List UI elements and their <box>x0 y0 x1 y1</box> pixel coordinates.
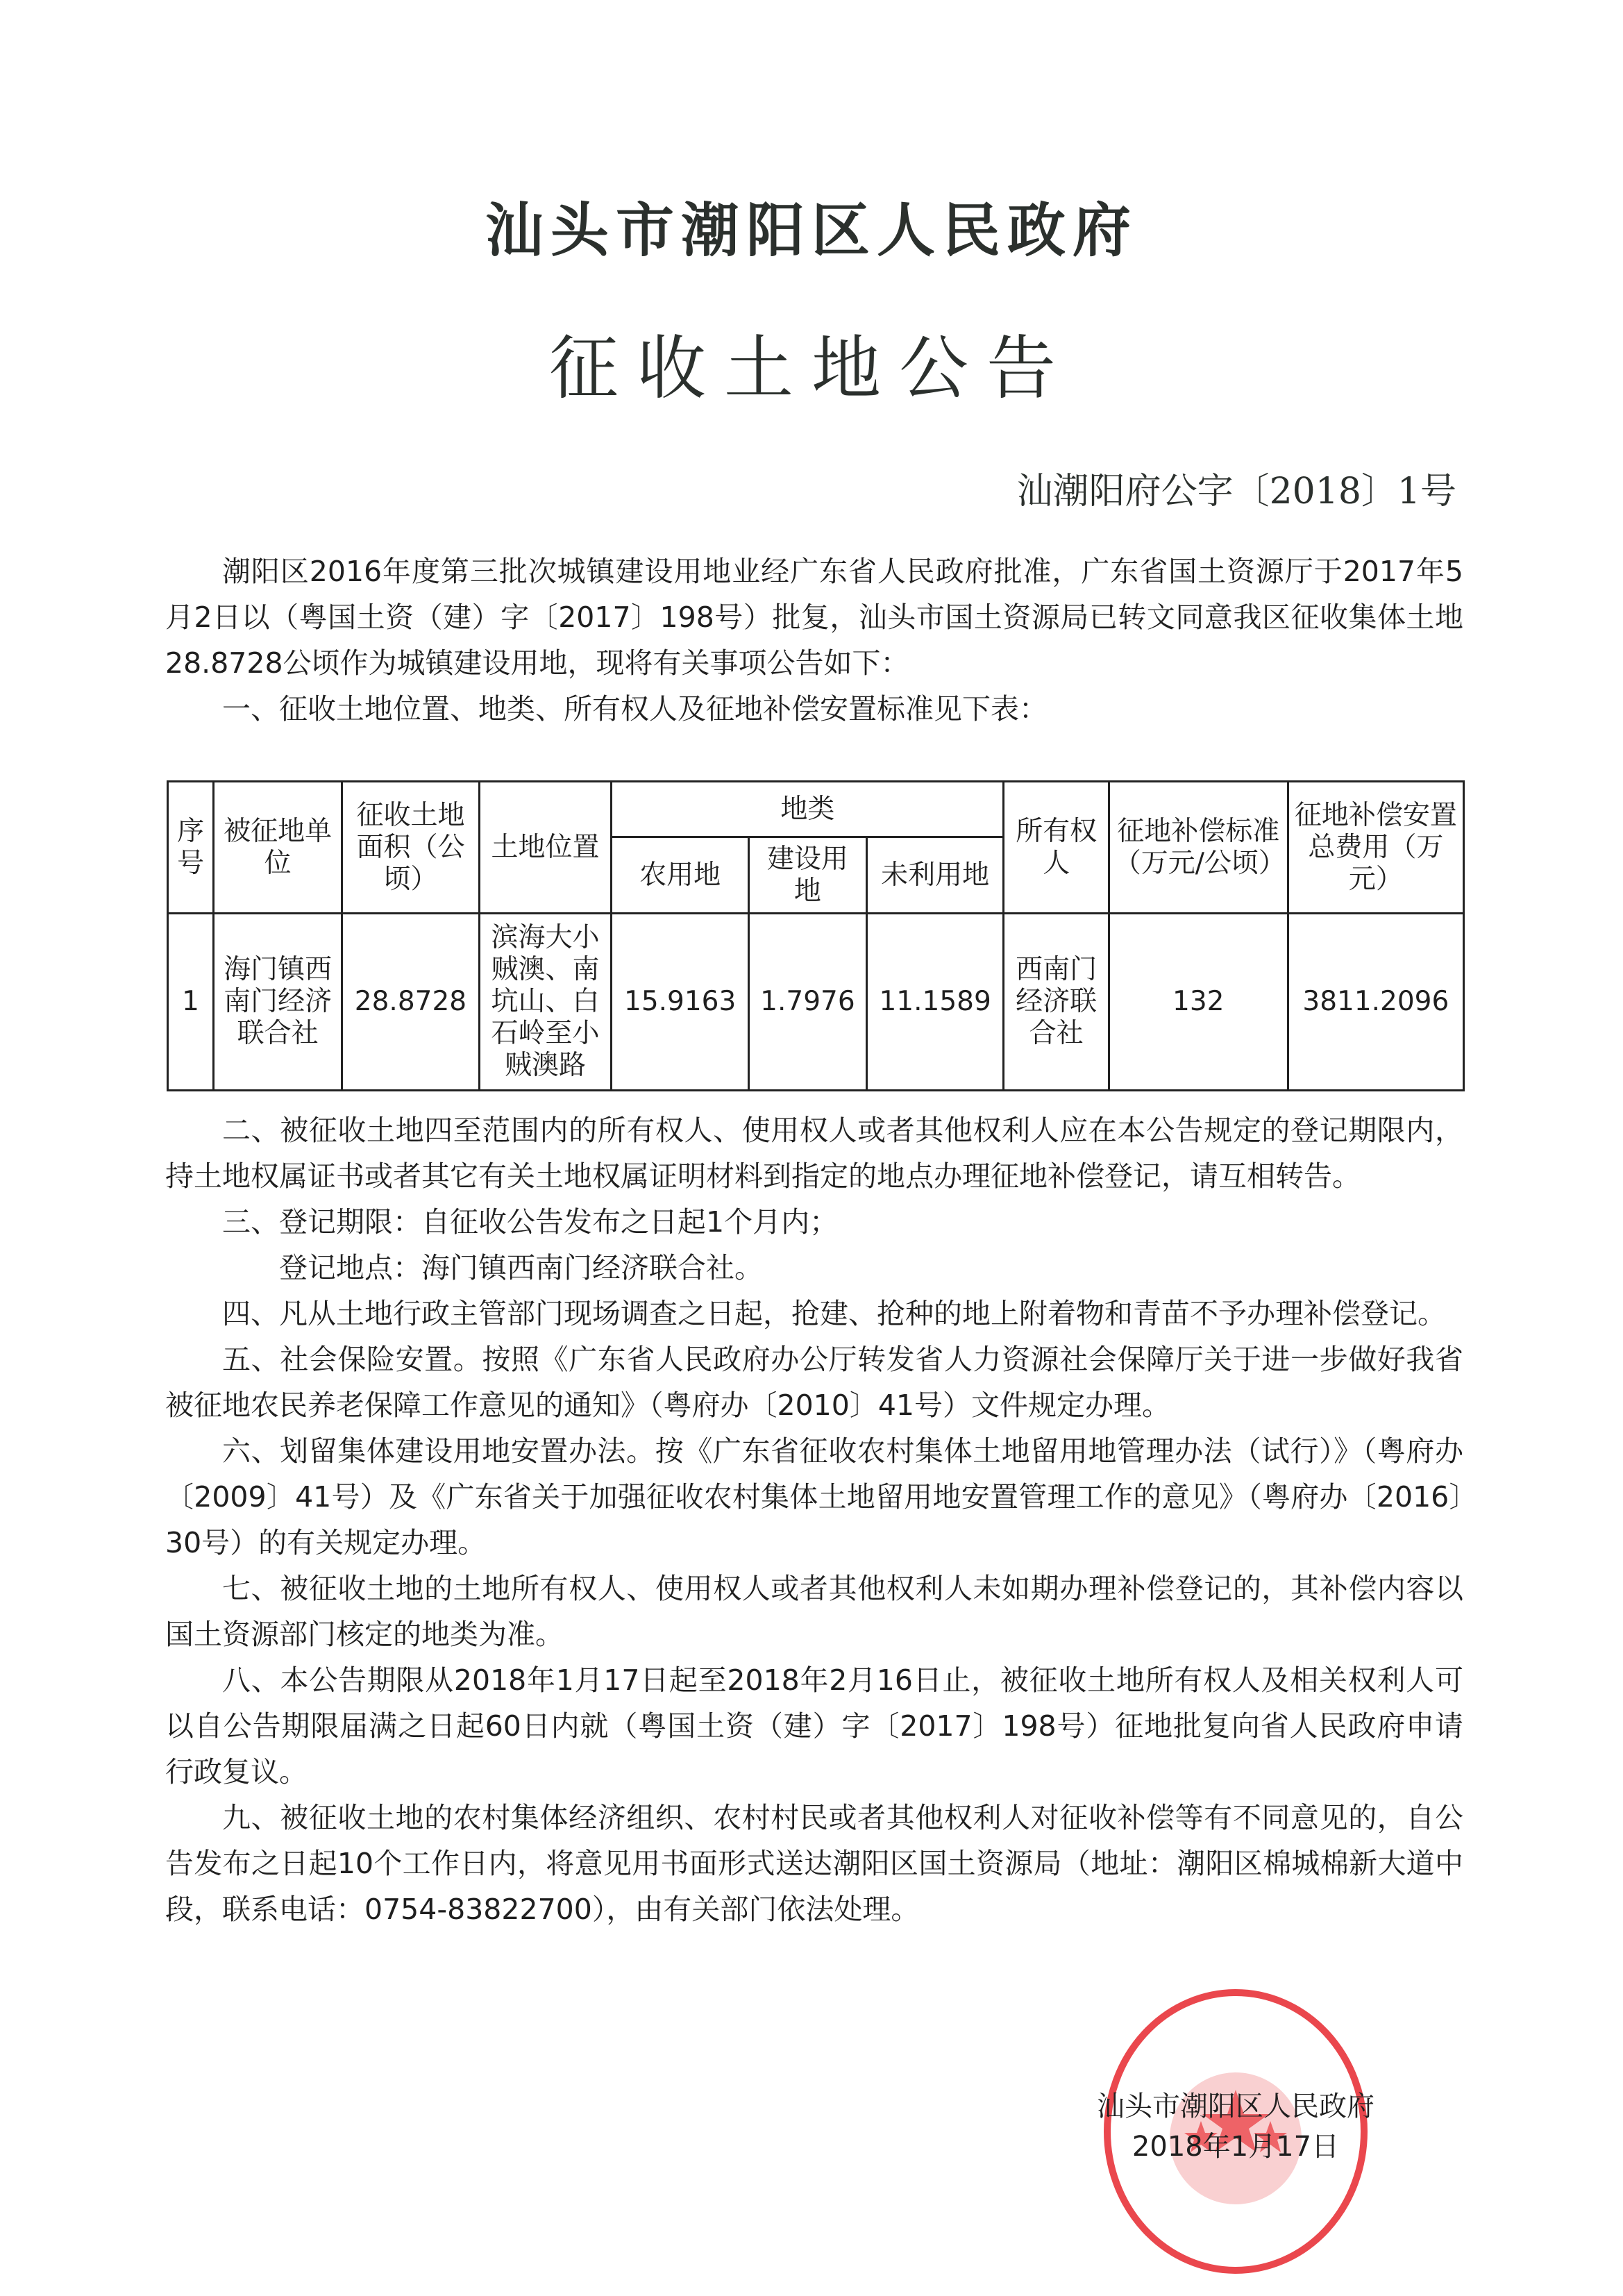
signature-block <box>1055 2086 1416 2167</box>
header-unit: 被征地单位 <box>214 782 342 914</box>
cell-location: 滨海大小贼澳、南坑山、白石岭至小贼澳路 <box>479 914 612 1091</box>
header-unused: 未利用地 <box>866 837 1004 914</box>
item-7: 七、被征收土地的土地所有权人、使用权人或者其他权利人未如期办理补偿登记的，其补偿内容以国土资源部门核定的地类为准。 <box>165 1572 1463 1651</box>
table-row <box>168 914 1464 1091</box>
cell-owner: 西南门经济联合社 <box>1004 914 1109 1091</box>
item-1: 一、征收土地位置、地类、所有权人及征地补偿安置标准见下表： <box>222 692 1048 726</box>
item-3: 三、登记期限：自征收公告发布之日起1个月内； <box>222 1205 839 1239</box>
header-area: 征收土地面积（公顷） <box>342 782 480 914</box>
signature-org: 汕头市潮阳区人民政府 <box>1097 2090 1374 2122</box>
table-header-row <box>168 782 1464 837</box>
cell-standard: 132 <box>1109 914 1288 1091</box>
cell-total: 3811.2096 <box>1288 914 1463 1091</box>
header-agri: 农用地 <box>612 837 749 914</box>
document-number: 汕潮阳府公字〔2018〕1号 <box>1016 471 1456 512</box>
intro-paragraph: 潮阳区2016年度第三批次城镇建设用地业经广东省人民政府批准，广东省国土资源厅于2017年5月2日以（粤国土资（建）字〔2017〕198号）批复，汕头市国土资源局已转文同意我区征收集体土地28.8728公顷作为城镇建设用地，现将有关事项公告如下： <box>165 555 1463 680</box>
cell-seq: 1 <box>168 914 214 1091</box>
item-4: 四、凡从土地行政主管部门现场调查之日起，抢建、抢种的地上附着物和青苗不予办理补偿登记。 <box>222 1297 1446 1330</box>
land-table <box>167 780 1465 1091</box>
signature-date: 2018年1月17日 <box>1132 2131 1340 2163</box>
issuer-title: 汕头市潮阳区人民政府 <box>485 196 1138 265</box>
item-5: 五、社会保险安置。按照《广东省人民政府办公厅转发省人力资源社会保障厅关于进一步做好我省被征地农民养老保障工作意见的通知》（粤府办〔2010〕41号）文件规定办理。 <box>165 1343 1463 1422</box>
cell-area: 28.8728 <box>342 914 480 1091</box>
header-total: 征地补偿安置总费用（万元） <box>1288 782 1463 914</box>
intro-section <box>165 548 1463 732</box>
items-section <box>165 1107 1463 1932</box>
header-standard: 征地补偿标准（万元/公顷） <box>1109 782 1288 914</box>
header-location: 土地位置 <box>479 782 612 914</box>
item-9: 九、被征收土地的农村集体经济组织、农村村民或者其他权利人对征收补偿等有不同意见的，自公告发布之日起10个工作日内，将意见用书面形式送达潮阳区国土资源局（地址：潮阳区棉城棉新大道中段，联系电话：0754-83822700），由有关部门依法处理。 <box>165 1801 1463 1926</box>
cell-unused: 11.1589 <box>866 914 1004 1091</box>
header-seq: 序号 <box>168 782 214 914</box>
item-3-location: 登记地点：海门镇西南门经济联合社。 <box>279 1251 763 1284</box>
header-land-type: 地类 <box>612 782 1004 837</box>
cell-unit: 海门镇西南门经济联合社 <box>214 914 342 1091</box>
item-8: 八、本公告期限从2018年1月17日起至2018年2月16日止，被征收土地所有权人及相关权利人可以自公告期限届满之日起60日内就（粤国土资（建）字〔2017〕198号）征地批复向省人民政府申请行政复议。 <box>165 1664 1463 1788</box>
header-owner: 所有权人 <box>1004 782 1109 914</box>
item-6: 六、划留集体建设用地安置办法。按《广东省征收农村集体土地留用地管理办法（试行）》（粤府办〔2009〕41号）及《广东省关于加强征收农村集体土地留用地安置管理工作的意见》（粤府办〔2016〕30号）的有关规定办理。 <box>165 1434 1463 1559</box>
header-construction: 建设用地 <box>749 837 867 914</box>
item-2: 二、被征收土地四至范围内的所有权人、使用权人或者其他权利人应在本公告规定的登记期限内，持土地权属证书或者其它有关土地权属证明材料到指定的地点办理征地补偿登记，请互相转告。 <box>165 1114 1463 1193</box>
notice-title: 征收土地公告 <box>549 328 1074 409</box>
cell-agri: 15.9163 <box>612 914 749 1091</box>
cell-construction: 1.7976 <box>749 914 867 1091</box>
